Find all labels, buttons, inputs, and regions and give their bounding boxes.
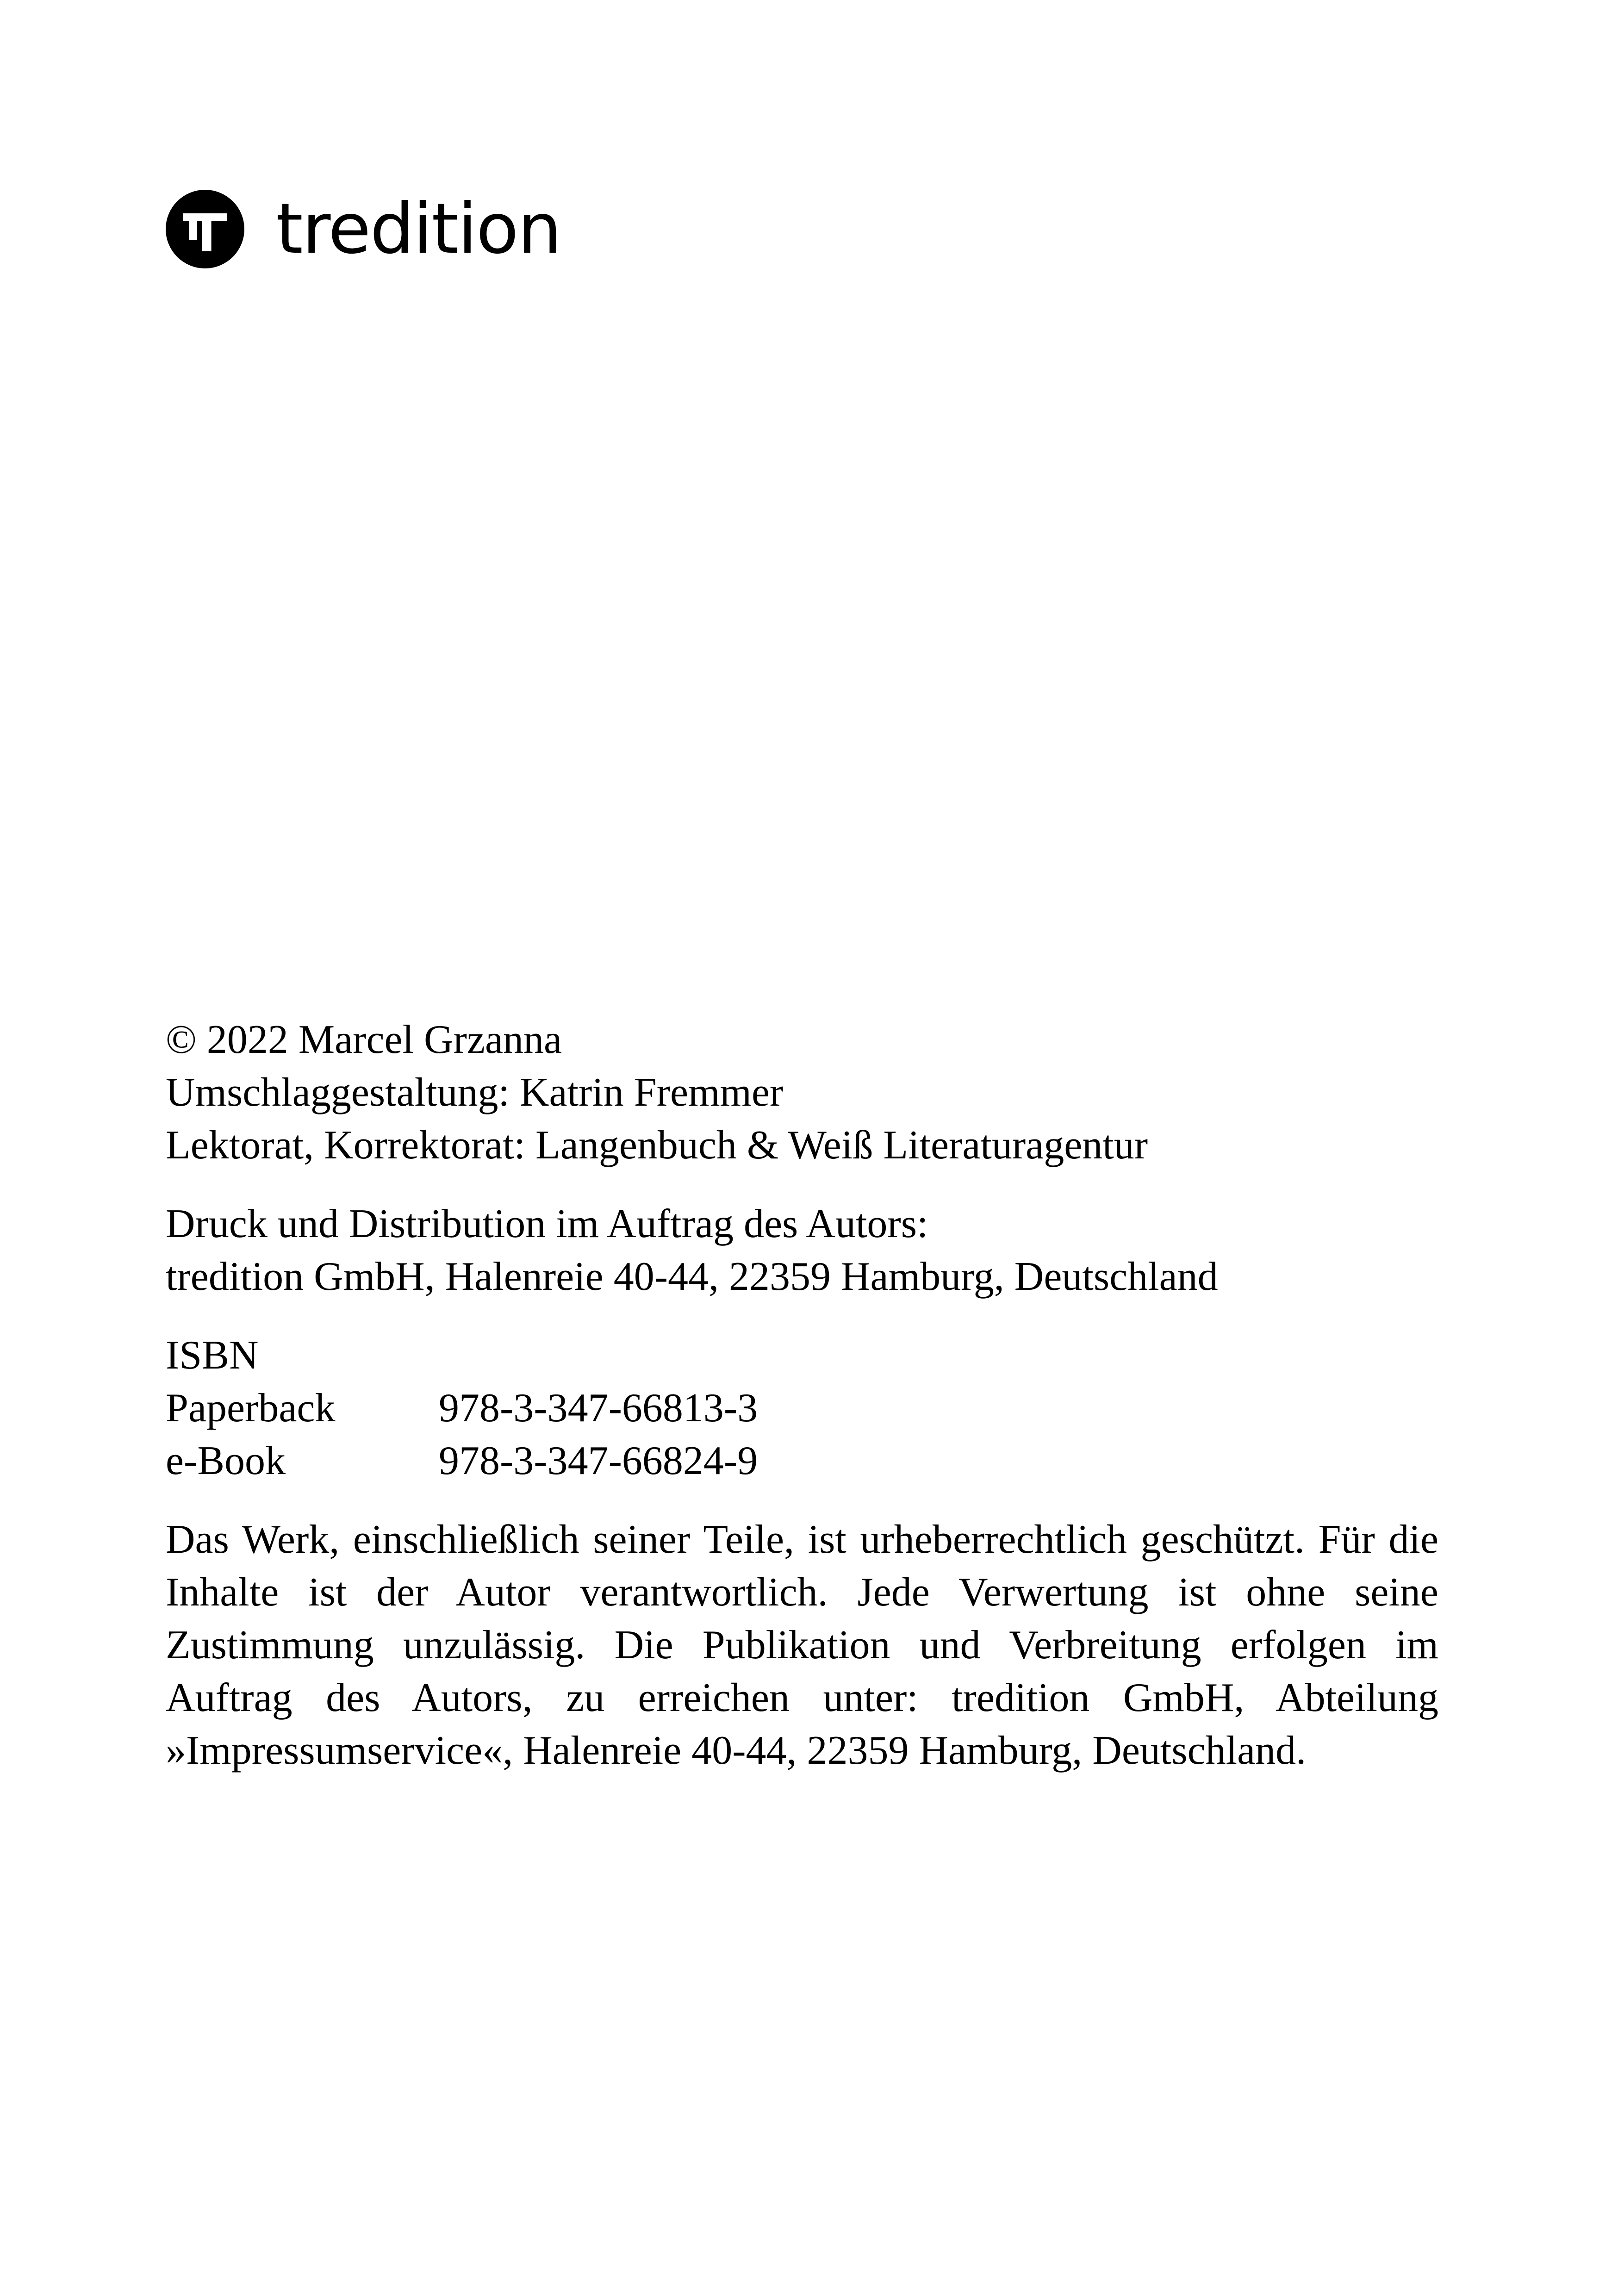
publisher-wordmark: tredition — [276, 189, 561, 269]
isbn-heading: ISBN — [166, 1333, 259, 1378]
copyright-line: © 2022 Marcel Grzanna — [166, 1017, 562, 1062]
distribution-line-2: tredition GmbH, Halenreie 40-44, 22359 Hamburg, Deutschland — [166, 1254, 1218, 1299]
distribution-line-1: Druck und Distribution im Auftrag des Autors: — [166, 1201, 928, 1246]
isbn-number: 978-3-347-66813-3 — [439, 1386, 758, 1431]
publisher-logo — [166, 190, 561, 268]
isbn-block — [166, 1329, 1438, 1487]
isbn-row-ebook — [166, 1435, 1438, 1487]
legal-notice: Das Werk, einschließlich seiner Teile, ist urheberrechtlich geschützt. Für die Inhalte ist der Autor verantwortlich. Jede Verwertung ist ohne seine Zustimmung unzulässig. Die Publikation und Verbreitung erfolgen im Auftrag des Autors, zu erreichen unter: tredition GmbH, Abteilung »Impressumservice«, Halenreie 40-44, 22359 Hamburg, Deutschland. — [166, 1517, 1438, 1773]
isbn-label: Paperback — [166, 1386, 336, 1431]
editing-line: Lektorat, Korrektorat: Langenbuch & Weiß Literaturagentur — [166, 1123, 1148, 1168]
credits-block — [166, 1014, 1438, 1172]
cover-design-line: Umschlaggestaltung: Katrin Fremmer — [166, 1070, 784, 1115]
isbn-label: e-Book — [166, 1438, 286, 1483]
distribution-block — [166, 1198, 1438, 1303]
tredition-t-circle-icon — [166, 190, 244, 268]
isbn-number: 978-3-347-66824-9 — [439, 1438, 758, 1483]
isbn-row-paperback — [166, 1382, 1438, 1435]
imprint-text — [166, 1014, 1438, 1803]
